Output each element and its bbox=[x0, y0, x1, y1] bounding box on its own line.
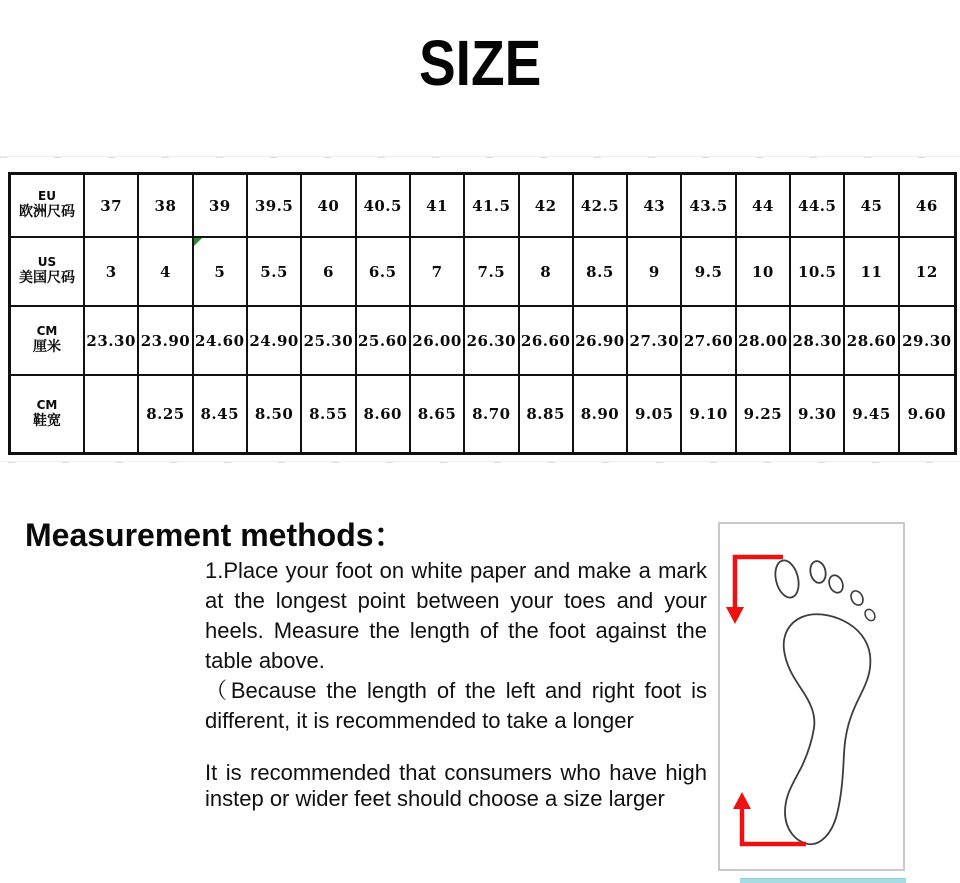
size-cell: 8.25 bbox=[139, 376, 193, 452]
measure-arrow-down-icon bbox=[726, 557, 783, 624]
size-cell: 9.05 bbox=[628, 376, 682, 452]
size-cell: 8.60 bbox=[357, 376, 411, 452]
size-cell: 5.5 bbox=[248, 238, 302, 307]
size-cell: 28.60 bbox=[845, 307, 899, 376]
size-cell: 39 bbox=[194, 175, 248, 238]
row-header-en: CM bbox=[36, 397, 58, 412]
size-cell: 8.70 bbox=[465, 376, 519, 452]
instruction-paragraph-1: 1.Place your foot on white paper and make a mark at the longest point between your toes and your heels. Measure the length of the foot against the table above. bbox=[205, 558, 707, 673]
size-cell: 3 bbox=[85, 238, 139, 307]
row-header-en: US bbox=[37, 255, 57, 270]
size-cell: 45 bbox=[845, 175, 899, 238]
size-cell: 8.45 bbox=[194, 376, 248, 452]
size-cell: 26.30 bbox=[465, 307, 519, 376]
row-header-cm-2 bbox=[11, 307, 85, 376]
size-cell: 37 bbox=[85, 175, 139, 238]
size-cell: 28.00 bbox=[737, 307, 791, 376]
size-cell: 9.10 bbox=[682, 376, 736, 452]
size-cell: 8.50 bbox=[248, 376, 302, 452]
size-cell: 42 bbox=[520, 175, 574, 238]
size-cell: 8.90 bbox=[574, 376, 628, 452]
size-cell: 44 bbox=[737, 175, 791, 238]
size-cell: 8.5 bbox=[574, 238, 628, 307]
size-cell: 8.85 bbox=[520, 376, 574, 452]
row-header-en: CM bbox=[36, 324, 58, 339]
size-cell: 46 bbox=[900, 175, 954, 238]
size-cell: 25.60 bbox=[357, 307, 411, 376]
size-cell: 6 bbox=[302, 238, 356, 307]
row-header-zh: 欧洲尺码 bbox=[19, 204, 75, 221]
row-header-zh: 厘米 bbox=[33, 339, 61, 356]
size-cell: 38 bbox=[139, 175, 193, 238]
size-cell: 10 bbox=[737, 238, 791, 307]
size-cell: 23.30 bbox=[85, 307, 139, 376]
page-title: SIZE bbox=[418, 27, 542, 99]
row-header-eu-0 bbox=[11, 175, 85, 238]
size-cell: 8.55 bbox=[302, 376, 356, 452]
size-cell: 7 bbox=[411, 238, 465, 307]
size-cell: 9.25 bbox=[737, 376, 791, 452]
foot-measurement-diagram bbox=[718, 522, 905, 871]
size-cell: 26.00 bbox=[411, 307, 465, 376]
size-cell: 11 bbox=[845, 238, 899, 307]
row-header-zh: 鞋宽 bbox=[33, 412, 61, 429]
size-cell: 43.5 bbox=[682, 175, 736, 238]
size-cell: 9.60 bbox=[907, 405, 947, 423]
size-cell: 10.5 bbox=[791, 238, 845, 307]
spreadsheet-gridline-artifact-bottom bbox=[0, 461, 960, 463]
row-header-cm-3 bbox=[11, 376, 85, 452]
size-cell: 27.30 bbox=[628, 307, 682, 376]
row-header-us-1 bbox=[11, 238, 85, 307]
row-header-en: EU bbox=[38, 189, 56, 204]
size-cell: 7.5 bbox=[465, 238, 519, 307]
size-cell: 24.60 bbox=[194, 307, 248, 376]
size-cell: 4 bbox=[139, 238, 193, 307]
size-cell: 23.90 bbox=[139, 307, 193, 376]
size-cell: 27.60 bbox=[682, 307, 736, 376]
size-cell: 25.30 bbox=[302, 307, 356, 376]
size-cell: 43 bbox=[628, 175, 682, 238]
size-cell: 24.90 bbox=[248, 307, 302, 376]
measurement-instructions bbox=[205, 556, 707, 812]
size-table-grid bbox=[8, 172, 957, 455]
size-cell: 40 bbox=[302, 175, 356, 238]
size-cell: 44.5 bbox=[791, 175, 845, 238]
size-cell: 39.5 bbox=[248, 175, 302, 238]
measurement-methods-heading: Measurement methods： bbox=[25, 517, 406, 553]
size-cell: 26.60 bbox=[520, 307, 574, 376]
size-cell: 9 bbox=[628, 238, 682, 307]
size-cell: 9.5 bbox=[682, 238, 736, 307]
instruction-paragraph-2: （Because the length of the left and right foot is different, it is recommended to take a longer bbox=[205, 678, 707, 733]
size-cell: 5 bbox=[194, 238, 248, 307]
instruction-paragraph-3: It is recommended that consumers who have high instep or wider feet should choose a size larger bbox=[205, 760, 707, 811]
foot-outline-icon bbox=[720, 524, 903, 869]
size-cell: 8 bbox=[520, 238, 574, 307]
cell-note-marker-icon bbox=[194, 238, 202, 246]
size-cell: 40.5 bbox=[357, 175, 411, 238]
size-cell bbox=[85, 376, 139, 452]
bottom-highlight-bar bbox=[740, 878, 906, 883]
size-cell: 42.5 bbox=[574, 175, 628, 238]
size-cell: 26.90 bbox=[574, 307, 628, 376]
size-cell: 6.5 bbox=[357, 238, 411, 307]
size-cell: 41 bbox=[411, 175, 465, 238]
size-cell: 41.5 bbox=[465, 175, 519, 238]
size-cell: 29.30 bbox=[900, 307, 954, 376]
size-cell: 9.45 bbox=[845, 376, 899, 452]
size-cell: 28.30 bbox=[791, 307, 845, 376]
size-cell: 8.65 bbox=[411, 376, 465, 452]
row-header-zh: 美国尺码 bbox=[19, 270, 75, 287]
size-cell: 12 bbox=[900, 238, 954, 307]
size-cell: 9.30 bbox=[791, 376, 845, 452]
spreadsheet-gridline-artifact-top bbox=[0, 156, 960, 158]
